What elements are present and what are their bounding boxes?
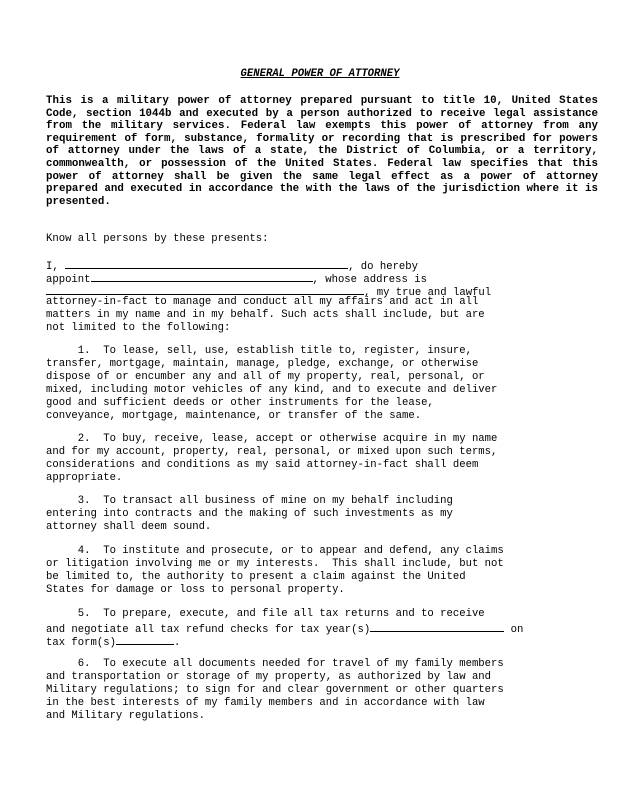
appoint-line-1-suffix: , do hereby [348,261,419,273]
item-5-line-1: 5. To prepare, execute, and file all tax returns and to receive [46,608,485,620]
know-all-line: Know all persons by these presents: [46,233,269,245]
item-5-line-2-prefix: and negotiate all tax refund checks for tax year(s) [46,624,371,636]
item-1: 1. To lease, sell, use, establish title to, register, insure, transfer, mortgage, maintain, manage, pledge, exchange, or otherwise dispose of or encumber any and all of my property, real, personal, or mixed, including motor vehicles of any kind, and to execute and deliver good and sufficient deeds or other instruments for the lease, conveyance, mortgage, maintenance, or transfer of the same. [46,345,498,422]
document-title: GENERAL POWER OF ATTORNEY [240,68,400,80]
attorney-name-blank[interactable] [91,271,313,282]
tax-year-blank[interactable] [370,621,504,632]
item-2: 2. To buy, receive, lease, accept or otherwise acquire in my name and for my account, property, real, personal, or mixed upon such terms, considerations and conditions as my said attorney-in-fact shall deem appropriate. [46,433,498,484]
item-4: 4. To institute and prosecute, or to appear and defend, any claims or litigation involving me or my interests. This shall include, but not be limited to, the authority to present a claim against the United States for damage or loss to personal property. [46,545,504,596]
appoint-line-1-prefix: I, [46,261,59,273]
item-5-line-3-suffix: . [173,637,181,649]
appoint-line-3-suffix: , my true and lawful [364,287,492,299]
appoint-line-2-prefix: appoint [46,274,91,286]
principal-name-blank[interactable] [65,258,348,269]
item-5-line-2-suffix: on [504,624,524,636]
item-3: 3. To transact all business of mine on my behalf including entering into contracts and the making of such investments as my attorney shall deem sound. [46,495,453,533]
item-5-line-3-prefix: tax form(s) [46,637,116,649]
intro-paragraph: This is a military power of attorney prepared pursuant to title 10, United States Code, section 1044b and executed by a person authorized to receive legal assistance from the military services. Federal law exempts this power of attorney from any requirement of form, substance, formality or recording that is prescribed for powers of attorney under the laws of a state, the District of Columbia, or a territory, commonwealth, or possession of the United States. Federal law specifies that this power of attorney shall be given the same legal effect as a power of attorney prepared and executed in accordance the with the laws of the jurisdiction where it is presented. [46,95,598,208]
appoint-rest: attorney-in-fact to manage and conduct all my affairs and act in all matters in my name and in my behalf. Such acts shall include, but are not limited to the following: [46,296,485,334]
tax-form-blank[interactable] [116,634,174,645]
attorney-address-blank[interactable] [46,284,364,295]
item-5-line-3 [46,634,598,650]
appoint-line-2-suffix: , whose address is [312,274,427,286]
item-6: 6. To execute all documents needed for travel of my family members and transportation or storage of my property, as authorized by law and Military regulations; to sign for and clear government or other quarters in the best interests of my family members and in accordance with law and Military regulations. [46,658,504,722]
